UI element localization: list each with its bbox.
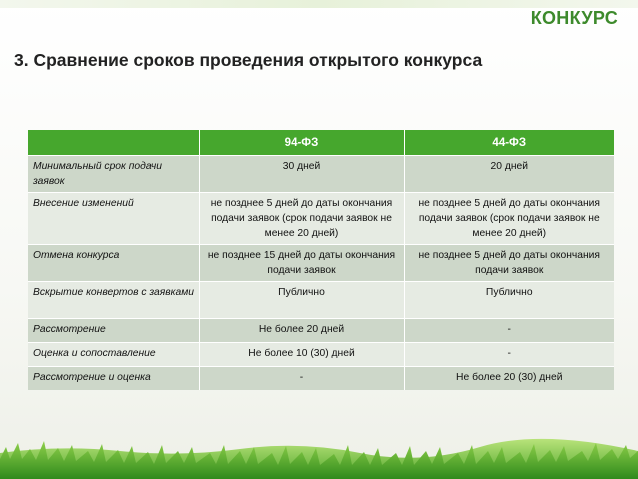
header-44fz: 44-ФЗ <box>404 130 614 156</box>
cell-44fz: Не более 20 (30) дней <box>404 367 614 391</box>
cell-44fz: - <box>404 319 614 343</box>
header-94fz: 94-ФЗ <box>199 130 404 156</box>
cell-44fz: не позднее 5 дней до даты окончания подачи заявок <box>404 245 614 282</box>
header-empty-cell <box>28 130 199 156</box>
section-label: КОНКУРС <box>530 8 618 28</box>
row-label: Внесение изменений <box>28 193 199 245</box>
row-label: Минимальный срок подачи заявок <box>28 156 199 193</box>
comparison-table <box>28 130 614 390</box>
cell-94fz: - <box>199 367 404 391</box>
cell-94fz: Не более 10 (30) дней <box>199 343 404 367</box>
table-header-row <box>28 130 614 156</box>
table-row <box>28 367 614 391</box>
table-row <box>28 193 614 245</box>
cell-94fz: не позднее 5 дней до даты окончания подачи заявок (срок подачи заявок не менее 20 дней) <box>199 193 404 245</box>
cell-94fz: не позднее 15 дней до даты окончания подачи заявок <box>199 245 404 282</box>
cell-44fz: 20 дней <box>404 156 614 193</box>
table-row <box>28 343 614 367</box>
row-label: Рассмотрение <box>28 319 199 343</box>
row-label: Вскрытие конвертов с заявками <box>28 282 199 319</box>
slide-title: 3. Сравнение сроков проведения открытого конкурса <box>14 50 483 70</box>
table-row <box>28 245 614 282</box>
table-row <box>28 319 614 343</box>
cell-44fz: Публично <box>404 282 614 319</box>
cell-94fz: Публично <box>199 282 404 319</box>
row-label: Рассмотрение и оценка <box>28 367 199 391</box>
table-row <box>28 282 614 319</box>
row-label: Отмена конкурса <box>28 245 199 282</box>
table-row <box>28 156 614 193</box>
grass-decoration <box>0 427 638 479</box>
cell-44fz: не позднее 5 дней до даты окончания подачи заявок (срок подачи заявок не менее 20 дней) <box>404 193 614 245</box>
cell-44fz: - <box>404 343 614 367</box>
cell-94fz: Не более 20 дней <box>199 319 404 343</box>
top-decoration <box>0 0 638 8</box>
row-label: Оценка и сопоставление <box>28 343 199 367</box>
cell-94fz: 30 дней <box>199 156 404 193</box>
